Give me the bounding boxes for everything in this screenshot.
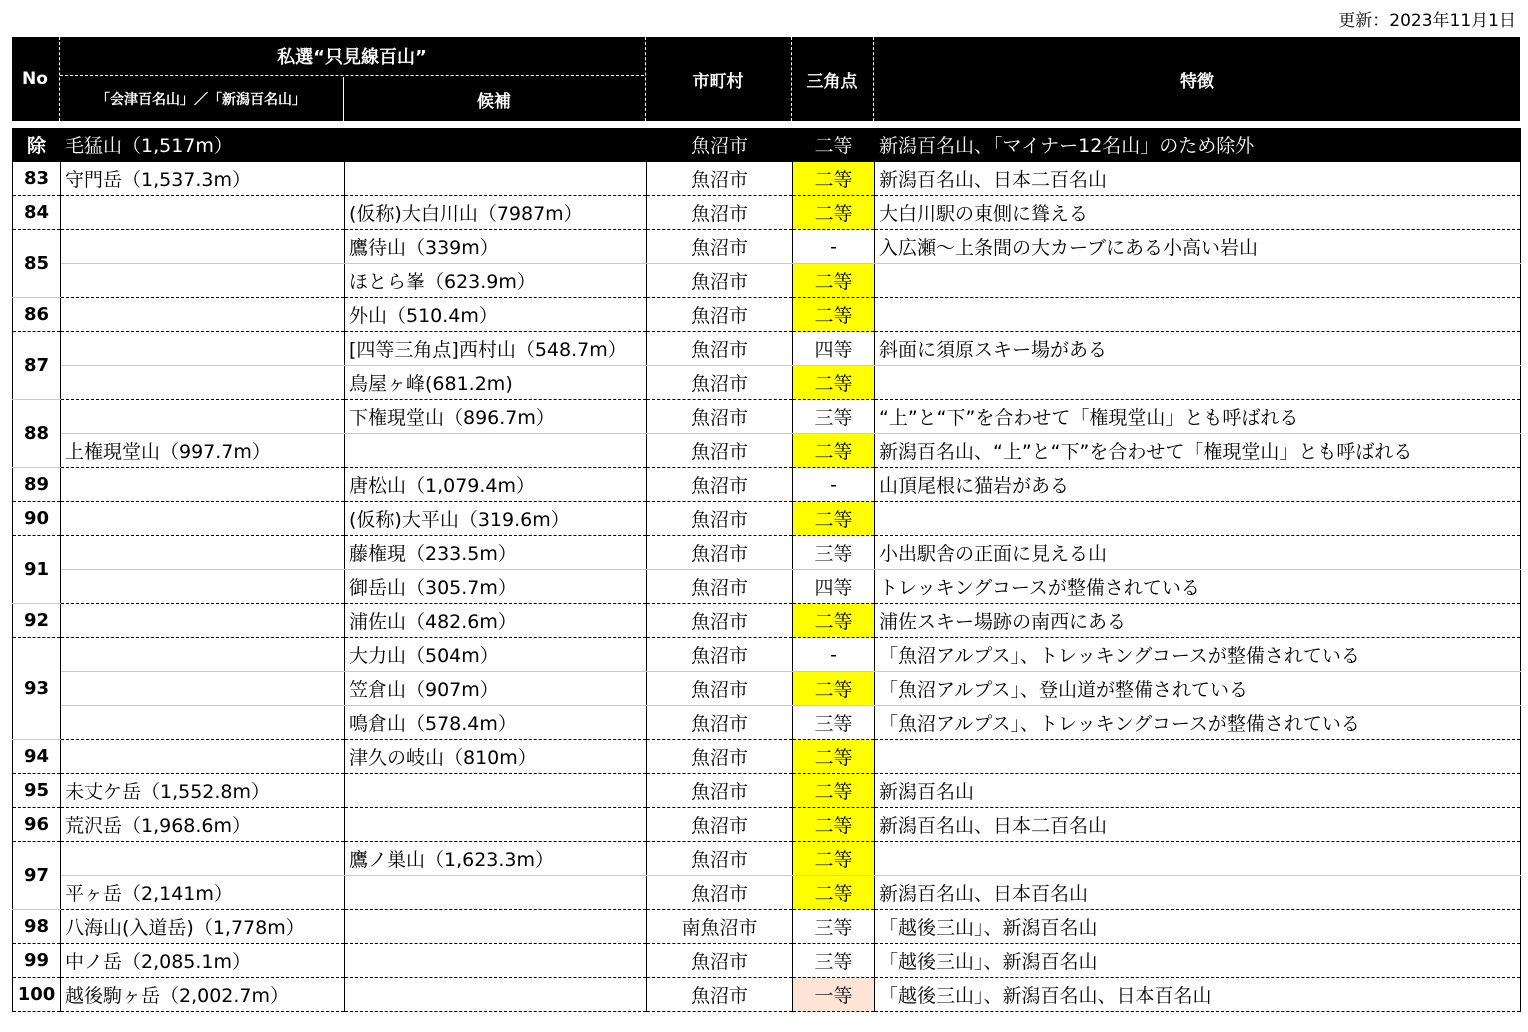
- cell-aizu-niigata: [61, 468, 345, 502]
- cell-aizu-niigata: [61, 502, 345, 536]
- cell-triangulation: 二等: [793, 502, 875, 536]
- cell-triangulation: 二等: [793, 672, 875, 706]
- header-divider: [873, 37, 874, 121]
- cell-candidate: [345, 944, 647, 978]
- header-divider: [645, 37, 646, 121]
- cell-aizu-niigata: [61, 230, 345, 264]
- cell-city: 魚沼市: [647, 332, 793, 366]
- cell-triangulation: 三等: [793, 944, 875, 978]
- cell-no: 95: [13, 774, 61, 808]
- cell-triangulation: 二等: [793, 434, 875, 468]
- header-city: 市町村: [692, 71, 744, 92]
- cell-features: [875, 502, 1521, 536]
- cell-city: 魚沼市: [647, 672, 793, 706]
- cell-city: 魚沼市: [647, 434, 793, 468]
- cell-features: 新潟百名山、日本二百名山: [875, 162, 1521, 196]
- cell-candidate: [345, 808, 647, 842]
- cell-candidate: [四等三角点]西村山（548.7m）: [345, 332, 647, 366]
- cell-features: 「魚沼アルプス」、トレッキングコースが整備されている: [875, 638, 1521, 672]
- cell-features: 新潟百名山、「マイナー12名山」のため除外: [875, 128, 1521, 162]
- cell-triangulation: 二等: [793, 128, 875, 162]
- cell-candidate: 外山（510.4m）: [345, 298, 647, 332]
- table-row: [13, 672, 1521, 706]
- cell-triangulation: -: [793, 230, 875, 264]
- cell-no: 96: [13, 808, 61, 842]
- table-row: [13, 876, 1521, 910]
- cell-triangulation: 四等: [793, 570, 875, 604]
- cell-candidate: 御岳山（305.7m）: [345, 570, 647, 604]
- cell-aizu-niigata: [61, 264, 345, 298]
- cell-features: “上”と“下”を合わせて「権現堂山」とも呼ばれる: [875, 400, 1521, 434]
- cell-aizu-niigata: 八海山(入道岳)（1,778m）: [61, 910, 345, 944]
- cell-features: 山頂尾根に猫岩がある: [875, 468, 1521, 502]
- cell-aizu-niigata: [61, 536, 345, 570]
- cell-candidate: 下権現堂山（896.7m）: [345, 400, 647, 434]
- cell-aizu-niigata: 未丈ケ岳（1,552.8m）: [61, 774, 345, 808]
- cell-triangulation: 二等: [793, 740, 875, 774]
- cell-features: 「魚沼アルプス」、登山道が整備されている: [875, 672, 1521, 706]
- cell-city: 魚沼市: [647, 978, 793, 1012]
- cell-aizu-niigata: [61, 196, 345, 230]
- header-divider: [791, 37, 792, 121]
- cell-no: 99: [13, 944, 61, 978]
- cell-candidate: 鷹ノ巣山（1,623.3m）: [345, 842, 647, 876]
- cell-no: 85: [13, 230, 61, 298]
- cell-no: 98: [13, 910, 61, 944]
- cell-aizu-niigata: [61, 366, 345, 400]
- cell-aizu-niigata: [61, 570, 345, 604]
- cell-features: 「越後三山」、新潟百名山、日本百名山: [875, 978, 1521, 1012]
- cell-triangulation: 二等: [793, 196, 875, 230]
- cell-no: 86: [13, 298, 61, 332]
- cell-triangulation: 一等: [793, 978, 875, 1012]
- cell-features: 新潟百名山、“上”と“下”を合わせて「権現堂山」とも呼ばれる: [875, 434, 1521, 468]
- cell-aizu-niigata: 毛猛山（1,517m）: [61, 128, 345, 162]
- cell-no: 83: [13, 162, 61, 196]
- cell-features: [875, 740, 1521, 774]
- cell-aizu-niigata: 平ヶ岳（2,141m）: [61, 876, 345, 910]
- cell-candidate: (仮称)大白川山（7987m）: [345, 196, 647, 230]
- cell-city: 魚沼市: [647, 604, 793, 638]
- cell-features: 斜面に須原スキー場がある: [875, 332, 1521, 366]
- header-divider: [60, 75, 644, 76]
- cell-candidate: [345, 128, 647, 162]
- cell-city: 魚沼市: [647, 366, 793, 400]
- header-divider: [343, 77, 344, 121]
- cell-no: 94: [13, 740, 61, 774]
- cell-city: 魚沼市: [647, 264, 793, 298]
- cell-candidate: 浦佐山（482.6m）: [345, 604, 647, 638]
- cell-features: 浦佐スキー場跡の南西にある: [875, 604, 1521, 638]
- table-row: [13, 502, 1521, 536]
- cell-aizu-niigata: [61, 740, 345, 774]
- cell-city: 魚沼市: [647, 536, 793, 570]
- cell-aizu-niigata: [61, 672, 345, 706]
- cell-city: 魚沼市: [647, 808, 793, 842]
- header-features: 特徴: [1180, 71, 1214, 92]
- table-row: [13, 332, 1521, 366]
- cell-candidate: 鳴倉山（578.4m）: [345, 706, 647, 740]
- cell-features: [875, 298, 1521, 332]
- cell-aizu-niigata: 越後駒ヶ岳（2,002.7m）: [61, 978, 345, 1012]
- cell-triangulation: 三等: [793, 536, 875, 570]
- cell-candidate: 笠倉山（907m）: [345, 672, 647, 706]
- cell-triangulation: 四等: [793, 332, 875, 366]
- cell-aizu-niigata: [61, 400, 345, 434]
- cell-triangulation: 二等: [793, 298, 875, 332]
- cell-aizu-niigata: [61, 842, 345, 876]
- cell-city: 魚沼市: [647, 706, 793, 740]
- table-row: [13, 162, 1521, 196]
- cell-no: 87: [13, 332, 61, 400]
- cell-aizu-niigata: [61, 706, 345, 740]
- cell-aizu-niigata: 中ノ岳（2,085.1m）: [61, 944, 345, 978]
- cell-city: 魚沼市: [647, 400, 793, 434]
- header-divider: [59, 37, 60, 121]
- cell-features: 大白川駅の東側に聳える: [875, 196, 1521, 230]
- table-row: [13, 706, 1521, 740]
- table-row: [13, 944, 1521, 978]
- table-row: [13, 230, 1521, 264]
- cell-no: 91: [13, 536, 61, 604]
- table-row: [13, 570, 1521, 604]
- updated-date: 更新：2023年11月1日: [1338, 11, 1516, 31]
- cell-candidate: [345, 910, 647, 944]
- cell-triangulation: 二等: [793, 876, 875, 910]
- cell-features: 「越後三山」、新潟百名山: [875, 944, 1521, 978]
- cell-candidate: [345, 774, 647, 808]
- table-row: [13, 910, 1521, 944]
- cell-candidate: 大力山（504m）: [345, 638, 647, 672]
- table-row: [13, 400, 1521, 434]
- cell-city: 魚沼市: [647, 944, 793, 978]
- cell-city: 魚沼市: [647, 468, 793, 502]
- cell-aizu-niigata: [61, 298, 345, 332]
- cell-triangulation: 二等: [793, 604, 875, 638]
- cell-candidate: [345, 434, 647, 468]
- table-row: [13, 536, 1521, 570]
- cell-features: 新潟百名山、日本二百名山: [875, 808, 1521, 842]
- cell-triangulation: 二等: [793, 774, 875, 808]
- cell-city: 魚沼市: [647, 128, 793, 162]
- cell-city: 魚沼市: [647, 774, 793, 808]
- cell-features: 新潟百名山、日本百名山: [875, 876, 1521, 910]
- table-row: [13, 468, 1521, 502]
- cell-features: [875, 264, 1521, 298]
- cell-triangulation: 三等: [793, 910, 875, 944]
- cell-no: 89: [13, 468, 61, 502]
- cell-features: 新潟百名山: [875, 774, 1521, 808]
- cell-city: 魚沼市: [647, 502, 793, 536]
- cell-features: 「魚沼アルプス」、トレッキングコースが整備されている: [875, 706, 1521, 740]
- mountain-table-body: [13, 128, 1521, 1012]
- cell-city: 魚沼市: [647, 638, 793, 672]
- cell-city: 魚沼市: [647, 162, 793, 196]
- table-row: [13, 740, 1521, 774]
- cell-features: トレッキングコースが整備されている: [875, 570, 1521, 604]
- header-aizu-niigata: 「会津百名山」／「新潟百名山」: [96, 92, 306, 108]
- cell-candidate: 鳥屋ヶ峰(681.2m): [345, 366, 647, 400]
- cell-no: 除: [13, 128, 61, 162]
- cell-no: 100: [13, 978, 61, 1012]
- mountain-table: [12, 128, 1521, 1012]
- header-triangulation: 三角点: [806, 71, 858, 92]
- cell-candidate: 藤権現（233.5m）: [345, 536, 647, 570]
- header-candidate: 候補: [477, 91, 511, 112]
- cell-aizu-niigata: [61, 638, 345, 672]
- cell-triangulation: 二等: [793, 162, 875, 196]
- table-row: [13, 128, 1521, 162]
- cell-city: 魚沼市: [647, 876, 793, 910]
- table-row: [13, 842, 1521, 876]
- cell-no: 93: [13, 638, 61, 740]
- table-row: [13, 774, 1521, 808]
- header-no: No: [22, 69, 48, 89]
- table-row: [13, 434, 1521, 468]
- cell-features: 入広瀬～上条間の大カーブにある小高い岩山: [875, 230, 1521, 264]
- table-row: [13, 638, 1521, 672]
- cell-triangulation: 二等: [793, 842, 875, 876]
- cell-features: [875, 366, 1521, 400]
- cell-no: 90: [13, 502, 61, 536]
- cell-features: [875, 842, 1521, 876]
- cell-aizu-niigata: 上権現堂山（997.7m）: [61, 434, 345, 468]
- cell-triangulation: 三等: [793, 706, 875, 740]
- table-row: [13, 808, 1521, 842]
- cell-candidate: 鷹待山（339m）: [345, 230, 647, 264]
- cell-no: 92: [13, 604, 61, 638]
- cell-candidate: [345, 162, 647, 196]
- table-header: [12, 37, 1520, 121]
- cell-triangulation: 二等: [793, 264, 875, 298]
- cell-triangulation: 二等: [793, 366, 875, 400]
- cell-candidate: (仮称)大平山（319.6m）: [345, 502, 647, 536]
- cell-city: 魚沼市: [647, 230, 793, 264]
- table-row: [13, 366, 1521, 400]
- table-row: [13, 298, 1521, 332]
- cell-candidate: 津久の岐山（810m）: [345, 740, 647, 774]
- cell-features: 小出駅舎の正面に見える山: [875, 536, 1521, 570]
- cell-triangulation: 二等: [793, 808, 875, 842]
- cell-candidate: ほとら峯（623.9m）: [345, 264, 647, 298]
- cell-features: 「越後三山」、新潟百名山: [875, 910, 1521, 944]
- cell-city: 魚沼市: [647, 842, 793, 876]
- cell-candidate: [345, 978, 647, 1012]
- cell-no: 97: [13, 842, 61, 910]
- cell-no: 88: [13, 400, 61, 468]
- table-row: [13, 604, 1521, 638]
- cell-triangulation: 三等: [793, 400, 875, 434]
- cell-city: 魚沼市: [647, 196, 793, 230]
- cell-aizu-niigata: 荒沢岳（1,968.6m）: [61, 808, 345, 842]
- table-row: [13, 196, 1521, 230]
- cell-city: 魚沼市: [647, 740, 793, 774]
- cell-no: 84: [13, 196, 61, 230]
- cell-aizu-niigata: 守門岳（1,537.3m）: [61, 162, 345, 196]
- cell-city: 魚沼市: [647, 570, 793, 604]
- cell-city: 南魚沼市: [647, 910, 793, 944]
- cell-triangulation: -: [793, 468, 875, 502]
- table-row: [13, 978, 1521, 1012]
- cell-city: 魚沼市: [647, 298, 793, 332]
- cell-aizu-niigata: [61, 332, 345, 366]
- cell-triangulation: -: [793, 638, 875, 672]
- table-row: [13, 264, 1521, 298]
- header-selection: 私選“只見線百山”: [277, 47, 427, 68]
- cell-aizu-niigata: [61, 604, 345, 638]
- cell-candidate: 唐松山（1,079.4m）: [345, 468, 647, 502]
- cell-candidate: [345, 876, 647, 910]
